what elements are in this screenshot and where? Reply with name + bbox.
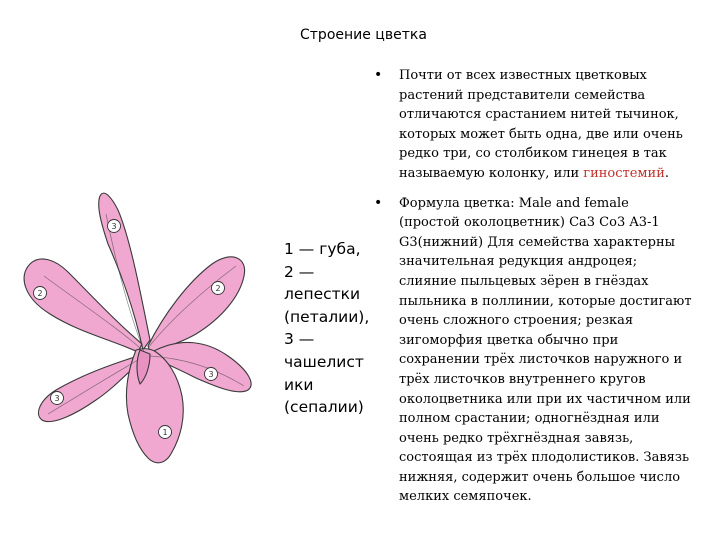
term-link-gynostemium: гиностемий	[583, 165, 665, 181]
marker-label: 3	[208, 370, 214, 379]
caption-line: чашелист	[284, 352, 364, 371]
caption-line: 1 — губа,	[284, 240, 361, 258]
caption-line: (петалии),	[284, 307, 370, 326]
bullet-list	[372, 66, 692, 507]
figure-caption	[284, 238, 368, 419]
bullet-item	[372, 194, 692, 508]
orchid-diagram	[0, 180, 290, 480]
page-title: Строение цветка	[300, 27, 427, 43]
caption-line: лепестки	[284, 285, 361, 304]
caption-line: 3 —	[284, 330, 315, 349]
bullet-text: Формула цветка: Male and female (простой околоцветник) Ca3 Co3 A3-1 G3(нижний) Для семейства характерны значительная редукция андроцея; слияние пыльцевых зёрен в гнёздах пыльника в поллинии, которые достигают очень сложного строения; резкая зигоморфия цветка обычно при сохранении трёх листочков наружного и трёх листочков внутреннего кругов околоцветника или при их частичном или полном срастании; одногнёздная или очень редко трёхгнёздная завязь, состоящая из трёх плодолистиков. Завязь нижняя, содержит очень большое число мелких семяпочек.	[399, 195, 692, 505]
caption-line: 2 —	[284, 262, 315, 281]
marker-label: 2	[215, 284, 221, 293]
marker-label: 3	[111, 222, 117, 231]
bullet-item	[372, 66, 692, 184]
marker-label: 3	[54, 394, 60, 403]
petal-right	[148, 257, 245, 352]
marker-label: 1	[162, 428, 168, 437]
caption-line: (сепалии)	[284, 398, 364, 417]
marker-label: 2	[37, 289, 43, 298]
bullet-end: .	[664, 165, 670, 181]
caption-line: ики	[284, 375, 314, 394]
bullet-text: Почти от всех известных цветковых растений представители семейства отличаются срастанием нитей тычинок, которых может быть одна, две или очень редко три, со столбиком гинецея в так называемую колонку, или	[399, 68, 683, 181]
